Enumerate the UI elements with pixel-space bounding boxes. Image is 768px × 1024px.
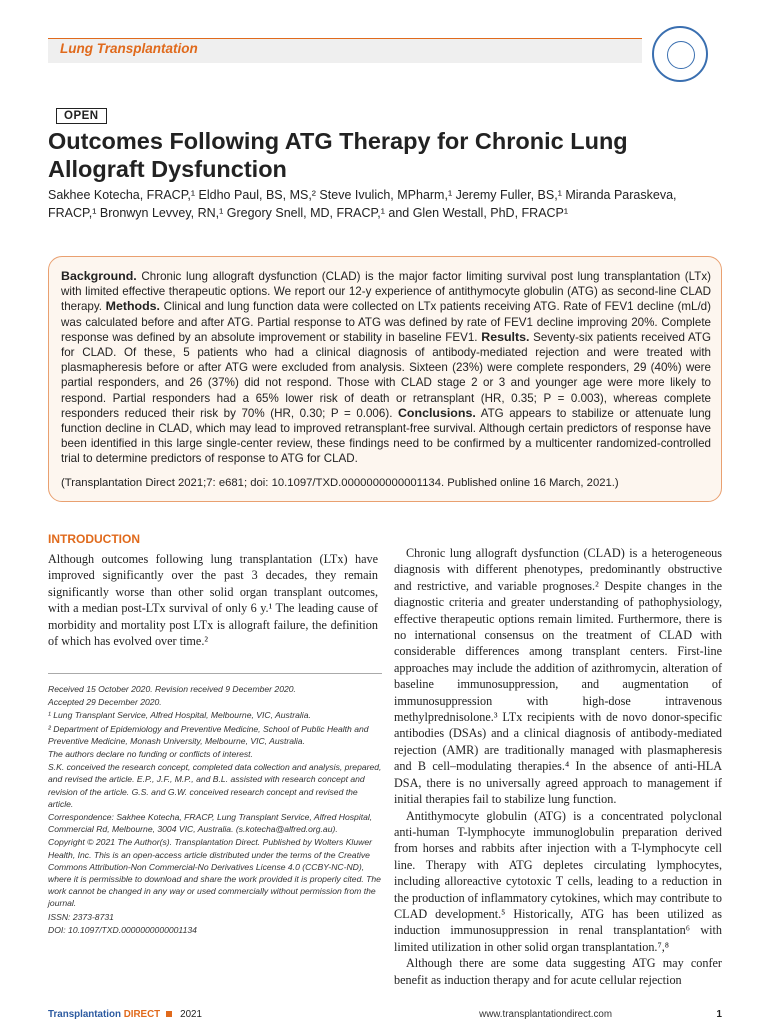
note-contributions: S.K. conceived the research concept, completed data collection and analysis, prepared, and revised the article. E.P., J.F., M.P., and B.L. assisted with research concept and revision of the article. G.S. and G.W. conceived research concept and revised the article. [48,762,382,809]
article-title: Outcomes Following ATG Therapy for Chronic Lung Allograft Dysfunction [48,128,628,182]
abstract-box [48,256,722,502]
journal-brand [48,1009,160,1020]
background-label: Background. [61,269,137,283]
introduction-heading: INTRODUCTION [48,532,140,546]
conclusions-label: Conclusions. [397,405,476,420]
intro-paragraph-2: Chronic lung allograft dysfunction (CLAD) is a heterogeneous diagnosis with different phenotypes, predominantly obstructive and restrictive, and variable prognoses.² Despite changes in the diagnostic criteria and greater understanding of pathophysiology, effective therapeutic options remain limited. Furthermore, there is no international consensus on the treatment of CLAD with considerable differences among transplant centers. First-line approaches may include the addition of azithromycin, alteration of baseline immunosuppression, and augmentation of immunosuppression with high-dose intravenous methylprednisolone.³ LTx recipients with de novo donor-specific antibodies (DSAs) and a clinical diagnosis of antibody-mediated rejection (AMR) are traditionally managed with plasmapheresis and B cell–modulating therapies.⁴ In the absence of anti-HLA DSA, there is no universally agreed approach to management if initial therapies fail to stabilize lung function. [394,546,722,807]
conclusions-text: ATG appears to stabilize or attenuate lung function decline in CLAD, which may lead to improved retransplant-free survival. Although certain predictors of response have been identified in this large single-center review, these findings need to be confirmed by a multicenter randomized-controlled trial to determine predictors of response to ATG for CLAD. [61,406,711,466]
page-number: 1 [716,1009,722,1020]
background-text: Chronic lung allograft dysfunction (CLAD) is the major factor limiting survival post lung transplantation (LTx) with limited effective therapeutic options. We report our 12-y experience of antithymocyte globulin (ATG) as second-line CLAD therapy. [61,270,711,314]
society-seal-logo [652,26,708,82]
note-doi: DOI: 10.1097/TXD.0000000000001134 [48,924,197,935]
journal-url-link[interactable]: www.transplantationdirect.com [479,1009,612,1020]
note-affiliation-1: ¹ Lung Transplant Service, Alfred Hospital, Melbourne, VIC, Australia. [48,710,311,721]
intro-paragraph-4: Although there are some data suggesting ATG may confer benefit as induction therapy and for acute cellular rejection [394,956,722,987]
section-label: Lung Transplantation [60,41,198,56]
intro-paragraph-1: Although outcomes following lung transplantation (LTx) have improved significantly over the past 3 decades, they remain significantly worse than other solid organ transplant outcomes, with a median post-LTx survival of only 6 y.¹ The leading cause of morbidity and mortality post LTx is allograft failure, the definition of which has evolved over time.² [48,552,378,649]
left-column-body [48,551,378,649]
page-footer [48,1009,722,1020]
intro-paragraph-3: Antithymocyte globulin (ATG) is a concentrated polyclonal anti-human T-lymphocyte immunoglobulin preparation derived from horses and rabbits after injection with a T-lymphocyte cell line. Therapy with ATG depletes circulating lymphocytes, including alloreactive cytotoxic T cells, leading to a reduction in the production of inflammatory cytokines, which may contribute to CLAD development.⁵ Historically, ATG has been utilized as induction immunosuppression in renal transplantation⁶ with limited utilization in other solid organ transplantation.⁷,⁸ [394,808,722,954]
footer-year: 2021 [180,1009,202,1020]
seal-inner-ring [667,41,695,69]
square-bullet-icon [166,1011,172,1017]
note-copyright: Copyright © 2021 The Author(s). Transplantation Direct. Published by Wolters Kluwer Health, Inc. This is an open-access article distributed under the terms of the Creative Commons Attribution-Non Commercial-No Derivatives License 4.0 (CCBY-NC-ND), where it is permissible to download and share the work provided it is properly cited. The work cannot be changed in any way or used commercially without permission from the journal. [48,837,381,909]
author-list: Sakhee Kotecha, FRACP,¹ Eldho Paul, BS, MS,² Steve Ivulich, MPharm,¹ Jeremy Fuller, BS,¹ Miranda Paraskeva, FRACP,¹ Bronwyn Levvey, RN,¹ Gregory Snell, MD, FRACP,¹ and Glen Westall, PhD, FRACP¹ [48,188,677,220]
methods-text: Clinical and lung function data were collected on LTx patients receiving ATG. Rate of FEV1 decline (mL/d) was calculated before and after ATG. Partial response to ATG was defined by rate of FEV1 decline improving 20%. Complete response was defined by an absolute improvement or stability in baseline FEV1. [61,300,711,344]
footnote-divider [48,673,382,674]
section-header [48,38,642,63]
note-affiliation-2: ² Department of Epidemiology and Preventive Medicine, School of Public Health and Preventive Medicine, Monash University, Melbourne, VIC, Australia. [48,723,369,746]
brand-direct: DIRECT [123,1009,161,1020]
open-access-badge: OPEN [56,108,107,124]
results-label: Results. [481,329,530,344]
note-issn: ISSN: 2373-8731 [48,911,114,922]
note-conflicts: The authors declare no funding or conflicts of interest. [48,749,253,760]
citation-line: (Transplantation Direct 2021;7: e681; doi: 10.1097/TXD.0000000000001134. Published online 16 March, 2021.) [61,476,619,489]
right-column-body [394,545,722,988]
methods-label: Methods. [105,299,161,314]
brand-name: Transplantation [48,1009,121,1020]
results-text: Seventy-six patients received ATG for CLAD. Of these, 5 patients who had a clinical diagnosis of antibody-mediated rejection and were treated with plasmapheresis before or after ATG were excluded from analysis. Sixteen (23%) were complete responders, 29 (40%) were partial responders, and 26 (37%) did not respond. Those with CLAD stage 2 or 3 and younger age were more likely to respond. Partial responders had a 65% lower risk of death or retransplant (HR, 0.35; P = 0.003), whereas complete responders reduced their risk by 70% (HR, 0.30; P = 0.006). [61,330,711,420]
note-accepted: Accepted 29 December 2020. [48,697,162,708]
note-correspondence: Correspondence: Sakhee Kotecha, FRACP, Lung Transplant Service, Alfred Hospital, Commercial Rd, Melbourne, 3004 VIC, Australia. (s.kotecha@alfred.org.au). [48,812,373,835]
abstract-text [61,269,711,467]
note-received: Received 15 October 2020. Revision received 9 December 2020. [48,684,296,694]
article-footnotes [48,683,382,937]
